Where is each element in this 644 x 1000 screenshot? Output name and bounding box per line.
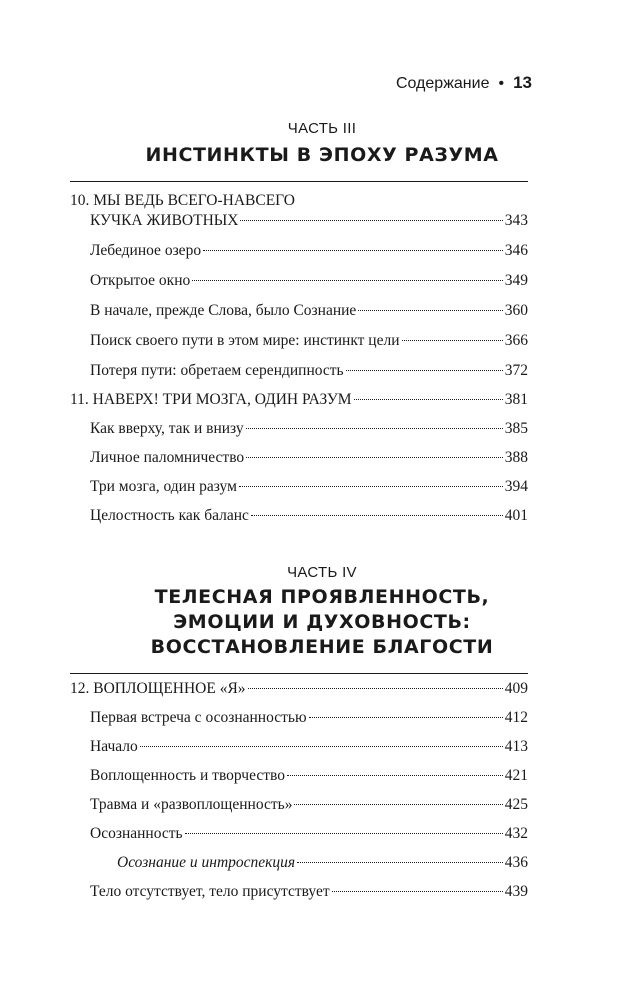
toc-section-page: 421 [504,767,528,784]
toc-section-title: Открытое окно [90,272,191,289]
toc-section[interactable] [0,268,644,294]
dot-leader [297,862,503,863]
toc-section-title: Воплощенность и творчество [90,767,285,784]
dot-leader [240,220,502,221]
toc-section[interactable] [0,298,644,324]
toc-section-title: Поиск своего пути в этом мире: инстинкт цели [90,332,400,349]
dot-leader [402,340,503,341]
running-head-section: Содержание [395,75,490,92]
toc-chapter-12[interactable] [0,676,644,702]
toc-section-page: 349 [504,272,528,289]
toc-chapter-10-page: 343 [504,212,528,229]
toc-section[interactable] [0,358,644,384]
dot-leader [246,457,503,458]
dot-leader [192,280,502,281]
toc-section-page: 412 [504,709,528,726]
toc-section-page: 366 [504,332,528,349]
toc-chapter-11-title: 11. НАВЕРХ! ТРИ МОЗГА, ОДИН РАЗУМ [70,391,352,408]
toc-section-title: Тело отсутствует, тело присутствует [90,883,330,900]
toc-section-title: Осознанность [90,825,183,842]
toc-section-page: 394 [504,478,528,495]
toc-section[interactable] [0,416,644,442]
toc-section-title: Первая встреча с осознанностью [90,709,307,726]
toc-section-page: 372 [504,362,528,379]
toc-section-title: Целостность как баланс [90,507,249,524]
toc-section-page: 425 [504,796,528,813]
toc-section-title: Личное паломничество [90,449,245,466]
toc-section-title: Как вверху, так и внизу [90,420,244,437]
dot-leader [358,310,502,311]
toc-chapter-10-title-line2: КУЧКА ЖИВОТНЫХ [90,212,239,229]
dot-leader [140,746,503,747]
toc-section[interactable] [0,474,644,500]
dot-leader [248,688,503,689]
toc-chapter-10-title-line1: 10. МЫ ВЕДЬ ВСЕГО-НАВСЕГО [70,192,295,209]
toc-chapter-11-page: 381 [504,391,528,408]
dot-leader [239,486,503,487]
dot-leader [354,399,503,400]
toc-subsection-title: Осознание и интроспекция [117,854,296,871]
part-4-title-line2: ЭМОЦИИ И ДУХОВНОСТЬ: [173,611,471,633]
toc-section-title: Три мозга, один разум [90,478,237,495]
dot-leader [309,717,503,718]
part-3-title: ИНСТИНКТЫ В ЭПОХУ РАЗУМА [145,144,499,166]
part-4-title-line1: ТЕЛЕСНАЯ ПРОЯВЛЕННОСТЬ, [154,586,490,608]
toc-section[interactable] [0,238,644,264]
toc-section-page: 413 [504,738,528,755]
dot-leader [332,891,503,892]
toc-section[interactable] [0,792,644,818]
toc-section-title: Потеря пути: обретаем серендипность [90,362,344,379]
dot-leader [294,804,502,805]
toc-subsection-page: 436 [504,854,528,871]
running-head-separator: • [498,75,505,92]
dot-leader [346,370,503,371]
toc-section-page: 346 [504,242,528,259]
part-3-rule [70,181,528,182]
toc-chapter-12-page: 409 [504,680,528,697]
toc-chapter-12-title: 12. ВОПЛОЩЕННОЕ «Я» [70,680,246,697]
part-3-label: ЧАСТЬ III [287,120,357,137]
page-number: 13 [513,73,532,92]
dot-leader [185,833,503,834]
toc-section[interactable] [0,328,644,354]
toc-section[interactable] [0,821,644,847]
toc-section-page: 432 [504,825,528,842]
toc-section[interactable] [0,503,644,529]
dot-leader [246,428,503,429]
toc-section-title: Травма и «развоплощенность» [90,796,293,813]
toc-section[interactable] [0,445,644,471]
toc-section[interactable] [0,879,644,905]
dot-leader [203,250,503,251]
toc-section-page: 360 [504,302,528,319]
toc-section[interactable] [0,763,644,789]
part-4-label: ЧАСТЬ IV [287,564,357,581]
toc-section-page: 439 [504,883,528,900]
toc-section-page: 385 [504,420,528,437]
toc-section[interactable] [0,734,644,760]
toc-section-title: Лебединое озеро [90,242,202,259]
part-4-rule [70,673,528,674]
running-head [396,72,532,95]
part-4-title-line3: ВОССТАНОВЛЕНИЕ БЛАГОСТИ [150,636,494,658]
toc-section-title: Начало [90,738,138,755]
toc-section-page: 388 [504,449,528,466]
toc-section[interactable] [0,705,644,731]
dot-leader [251,515,503,516]
toc-chapter-10[interactable] [0,208,644,234]
toc-section-page: 401 [504,507,528,524]
toc-subsection[interactable] [0,850,644,876]
toc-chapter-11[interactable] [0,387,644,413]
dot-leader [287,775,503,776]
toc-section-title: В начале, прежде Слова, было Сознание [90,302,357,319]
